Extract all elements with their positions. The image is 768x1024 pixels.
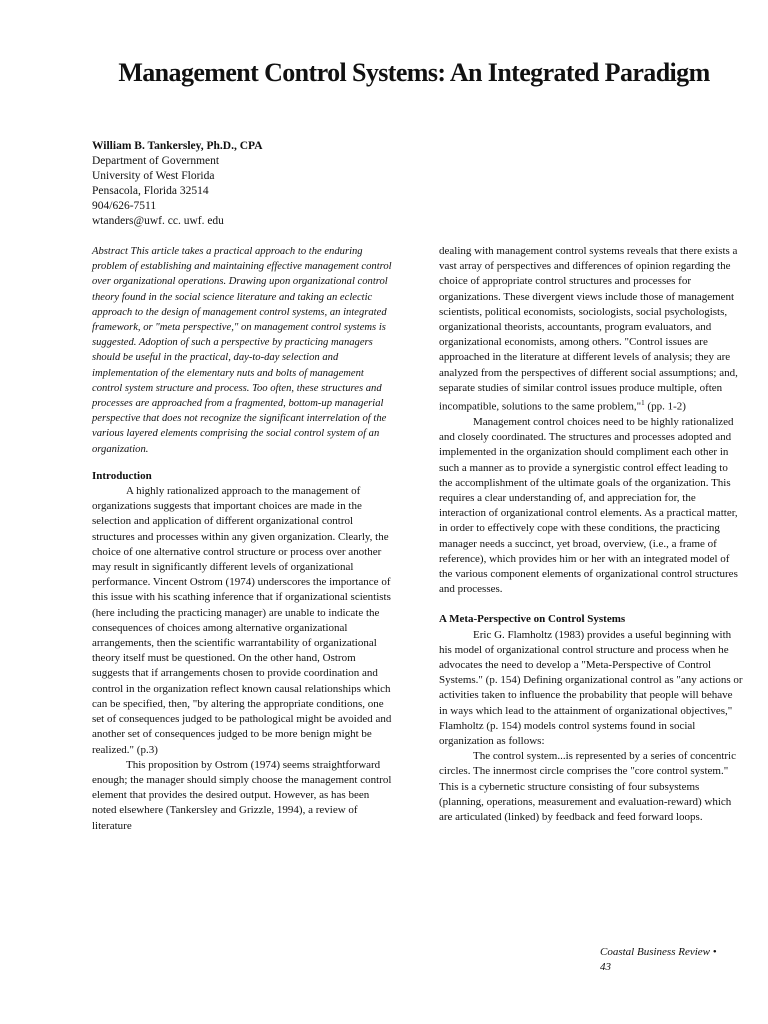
author-address: Pensacola, Florida 32514 — [92, 185, 209, 197]
footnote-marker: 1 — [641, 399, 645, 408]
body-paragraph-2: Management control choices need to be highly rationalized and closely coordinated. The structures and processes adopted and implemented in the organization should compliment each other in such a manner as to provide a synergistic control effect leading to the accomplishment of the ultimate goals of the organization. This requires a clear understanding of, and appreciation for, the interaction of organizational control elements. As a practical matter, in order to effectively cope with these conditions, the practicing manager needs a succinct, yet broad, overview, (i.e., a frame of reference), which provides him or her with an integrated model of the various component elements of organizational control structures and processes. — [439, 415, 738, 596]
introduction-heading: Introduction — [92, 469, 152, 482]
author-phone: 904/626-7511 — [92, 200, 157, 212]
author-block — [92, 139, 263, 229]
body-paragraph-1-text: dealing with management control systems reveals that there exists a vast array of perspectives and differences of opinion regarding the choice of appropriate control structures and processes for organizations. These divergent views include those of management scientists, political economists, sociologists, social psychologists, organizational theorists, accountants, program evaluators, and organizational economists, among others. "Control issues are approached in the literature at different levels of analysis; they are analyzed from the perspectives of different social assumptions; and, separate studies of similar control issues produce multiple, often incompatible, solutions to the same problem," — [439, 245, 738, 413]
article-title: Management Control Systems: An Integrated Paradigm — [118, 58, 710, 87]
journal-name: Coastal Business Review • — [600, 946, 717, 958]
author-name: William B. Tankersley, Ph.D., CPA — [92, 140, 263, 152]
body-paragraph-3: Eric G. Flamholtz (1983) provides a useful beginning with his model of organizational control structure and process when he advocates the need to develop a "Meta-Perspective of Control Systems." (p. 154) Defining organizational control as "any actions or activities taken to influence the probability that people will behave in ways which lead to the attainment of organizational objectives," Flamholtz (p. 154) models control systems found in social organization as follows: — [439, 628, 743, 747]
body-paragraph-4-quote: The control system...is represented by a series of concentric circles. The innermost circle comprises the "core control system." This is a cybernetic structure consisting of four subsystems (planning, operations, measurement and evaluation-reward) which are articulated (linked) by feedback and feed forward loops. — [439, 750, 736, 823]
meta-perspective-heading: A Meta-Perspective on Control Systems — [439, 613, 626, 626]
body-paragraph-1 — [439, 244, 743, 415]
abstract: Abstract This article takes a practical approach to the enduring problem of establishing and maintaining effective management control over organizational operations. Drawing upon organizational control theory found in the social science literature and taking an eclectic approach to the design of management control systems, an integrated framework, or "meta perspective," on management control systems is suggested. Adoption of such a perspective by practicing managers should be useful in the practical, day-to-day selection and implementation of the elementary nuts and bolts of management control system structure and process. Too often, these structures and processes are approached from a fragmented, bottom-up managerial perspective that does not recognize the significant interrelation of the various layered elements comprising the social control system of an organization. — [92, 246, 392, 455]
introduction-paragraph-2: This proposition by Ostrom (1974) seems straightforward enough; the manager should simply choose the management control element that provides the desired output. However, as has been noted elsewhere (Tankersley and Grizzle, 1994), a review of literature — [92, 758, 392, 832]
page-number: 43 — [600, 961, 611, 973]
author-department: Department of Government — [92, 155, 220, 167]
author-university: University of West Florida — [92, 170, 215, 182]
page-footer — [600, 945, 740, 975]
author-email: wtanders@uwf. cc. uwf. edu — [92, 215, 224, 227]
body-paragraph-1-citation: (pp. 1-2) — [644, 400, 686, 413]
right-column — [439, 244, 743, 825]
introduction-paragraph-1: A highly rationalized approach to the management of organizations suggests that important choices are made in the selection and application of different organizational control structures and processes within any given organization. Clearly, the choice of one alternative control structure or process over another may result in significantly different levels of organizational performance. Vincent Ostrom (1974) underscores the importance of this issue with his scathing inference that if organizational scientists (here including the practicing manager) are unable to indicate the consequences of choices among alternative organizational arrangements, then the scientific warrantability of organizational theory itself must be questioned. On the other hand, Ostrom suggests that if arrangements chosen to provide coordination and control in the organization reflect known causal relationships which can be specified, then, "by altering the appropriate conditions, one set of consequences judged to be pathological might be avoided and another set of consequences judged to be more benign might be realized." (p.3) — [92, 485, 392, 756]
left-column — [92, 244, 392, 834]
